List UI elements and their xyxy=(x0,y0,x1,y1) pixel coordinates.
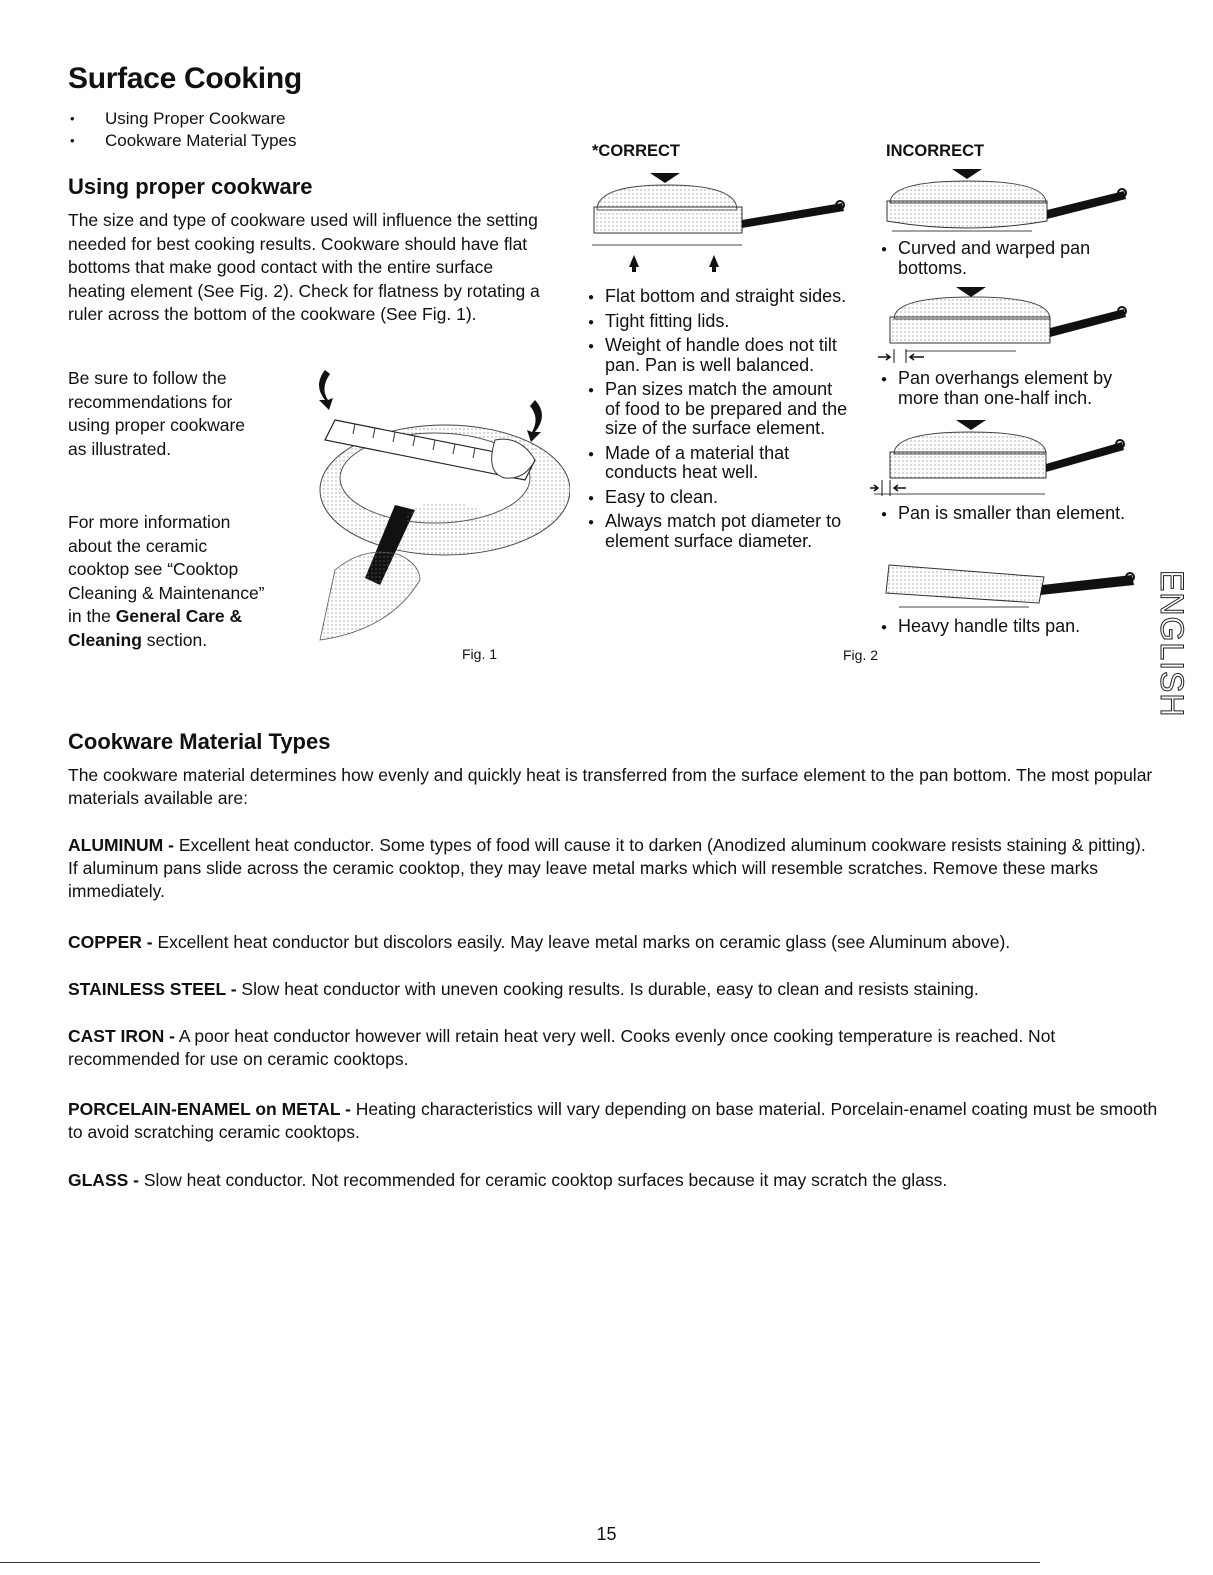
section-toc xyxy=(68,108,297,152)
correct-heading: *CORRECT xyxy=(592,142,681,160)
material-copper xyxy=(68,931,1158,954)
fig1-caption: Fig. 1 xyxy=(462,646,498,662)
material-description: Slow heat conductor. Not recommended for ceramic cooktop surfaces because it may scratch the glass. xyxy=(138,1170,948,1190)
follow-paragraph: Be sure to follow the recommendations for using proper cookware as illustrated. xyxy=(68,368,246,459)
more-info-text: For more information about the ceramic cooktop see “Cooktop Cleaning & Maintenance” in the xyxy=(68,512,265,626)
incorrect-item: ● Pan overhangs element by more than one-half inch. xyxy=(881,369,1158,408)
language-side-tab xyxy=(1150,570,1190,720)
toc-item: • Cookware Material Types xyxy=(68,130,297,152)
material-porcelain-enamel xyxy=(68,1098,1158,1144)
overhang-pan-illustration xyxy=(876,283,1141,363)
section-heading-materials: Cookware Material Types xyxy=(68,729,331,754)
page-title: Surface Cooking xyxy=(68,62,302,95)
correct-item: ● Easy to clean. xyxy=(588,488,850,508)
correct-item: ● Made of a material that conducts heat well. xyxy=(588,444,850,483)
material-glass xyxy=(68,1169,1158,1192)
incorrect-item: ● Pan is smaller than element. xyxy=(881,504,1138,524)
section-heading-using-cookware: Using proper cookware xyxy=(68,174,313,199)
material-name: CAST IRON - xyxy=(68,1026,175,1046)
footer-divider xyxy=(0,1562,1040,1563)
material-cast-iron xyxy=(68,1025,1158,1071)
material-name: STAINLESS STEEL - xyxy=(68,979,237,999)
incorrect-item: ● Heavy handle tilts pan. xyxy=(881,617,1138,637)
page-number: 15 xyxy=(596,1524,617,1544)
material-description: Excellent heat conductor. Some types of food will cause it to darken (Anodized aluminum cookware resists staining & pitting). If aluminum pans slide across the ceramic cooktop, they may leave metal marks which will resemble scratches. Remove these marks immediately. xyxy=(68,835,1146,901)
toc-item: • Using Proper Cookware xyxy=(68,108,297,130)
fig2-caption: Fig. 2 xyxy=(843,647,879,663)
warped-pan-illustration xyxy=(882,165,1142,235)
correct-item: ● Always match pot diameter to element surface diameter. xyxy=(588,512,850,551)
language-label: ENGLISH xyxy=(1154,570,1190,718)
materials-intro: The cookware material determines how evenly and quickly heat is transferred from the surface element to the pan bottom. The most popular materials available are: xyxy=(68,765,1153,808)
care-section-link-text: General Care & Cleaning xyxy=(68,606,243,650)
correct-item: ● Flat bottom and straight sides. xyxy=(588,287,850,307)
material-description: Heating characteristics will vary depending on base material. Porcelain-enamel coating must be smooth to avoid scratching ceramic cooktops. xyxy=(68,1099,1158,1142)
material-name: ALUMINUM - xyxy=(68,835,174,855)
correct-pan-illustration xyxy=(592,165,857,275)
material-description: Slow heat conductor with uneven cooking results. Is durable, easy to clean and resists staining. xyxy=(236,979,979,999)
material-stainless-steel xyxy=(68,978,1158,1001)
material-name: COPPER - xyxy=(68,932,153,952)
material-description: A poor heat conductor however will retain heat very well. Cooks evenly once cooking temperature is reached. Not recommended for use on ceramic cooktops. xyxy=(68,1026,1056,1069)
correct-item: ● Tight fitting lids. xyxy=(588,312,850,332)
material-description: Excellent heat conductor but discolors easily. May leave metal marks on ceramic glass (see Aluminum above). xyxy=(152,932,1011,952)
material-name: GLASS - xyxy=(68,1170,139,1190)
fig1-ruler-illustration xyxy=(295,360,570,650)
tilted-pan-illustration xyxy=(884,555,1144,615)
incorrect-heading: INCORRECT xyxy=(886,142,985,160)
correct-item: ● Pan sizes match the amount of food to be prepared and the size of the surface element. xyxy=(588,380,850,439)
correct-list xyxy=(588,287,850,551)
material-aluminum xyxy=(68,834,1158,903)
more-info-suffix: section. xyxy=(141,629,208,650)
incorrect-item: ● Curved and warped pan bottoms. xyxy=(881,239,1138,278)
more-info-paragraph xyxy=(68,511,273,652)
correct-item: ● Weight of handle does not tilt pan. Pan is well balanced. xyxy=(588,336,850,375)
small-pan-illustration xyxy=(870,416,1140,498)
intro-paragraph: The size and type of cookware used will influence the setting needed for best cooking results. Cookware should have flat bottoms that make good contact with the entire surface heating element (See Fig. 2). Check for flatness by rotating a ruler across the bottom of the cookware (See Fig. 1). xyxy=(68,210,540,324)
material-name: PORCELAIN-ENAMEL on METAL - xyxy=(68,1099,351,1119)
